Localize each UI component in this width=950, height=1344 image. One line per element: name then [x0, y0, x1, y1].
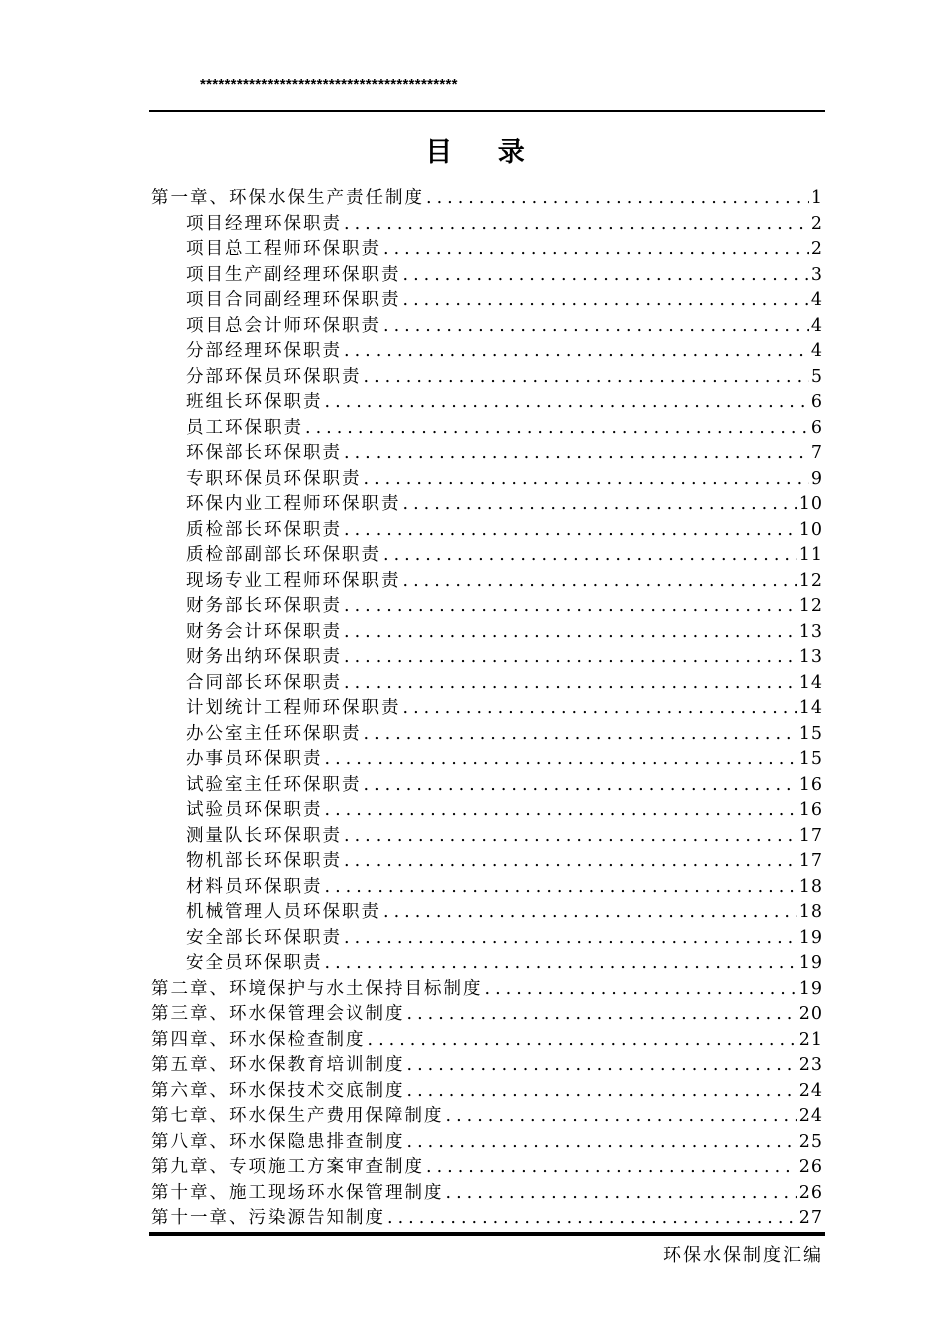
toc-dot-leader — [407, 1130, 797, 1156]
toc-entry-page: 19 — [798, 953, 823, 973]
toc-entry-title: 第三章、环水保管理会议制度 — [151, 1004, 405, 1024]
toc-entry-page: 13 — [798, 621, 823, 642]
toc-entry-page: 21 — [798, 1029, 823, 1050]
toc-entry-page: 5 — [810, 366, 823, 387]
toc-entry-page: 16 — [798, 774, 823, 795]
toc-dot-leader — [407, 1053, 797, 1079]
toc-entry-page: 14 — [798, 672, 823, 693]
toc-entry[interactable] — [151, 416, 823, 442]
toc-dot-leader — [387, 1206, 797, 1232]
toc-dot-leader — [344, 926, 797, 952]
toc-entry-page: 3 — [810, 264, 823, 285]
toc-entry-page: 24 — [798, 1080, 823, 1101]
toc-entry[interactable] — [151, 849, 823, 875]
toc-entry-page: 1 — [810, 188, 823, 208]
toc-entry-title: 项目总工程师环保职责 — [186, 239, 381, 259]
toc-entry-title: 安全部长环保职责 — [186, 927, 342, 948]
toc-dot-leader — [305, 416, 809, 442]
toc-dot-leader — [344, 518, 797, 544]
toc-entry[interactable] — [151, 237, 823, 263]
toc-entry-title: 第九章、专项施工方案审查制度 — [151, 1157, 424, 1177]
toc-entry[interactable] — [151, 798, 823, 824]
toc-entry-page: 4 — [810, 290, 823, 310]
toc-entry-page: 15 — [798, 723, 823, 744]
toc-entry[interactable] — [151, 441, 823, 467]
header-stars: ****************************************** — [200, 76, 458, 93]
toc-entry-title: 计划统计工程师环保职责 — [186, 698, 401, 718]
toc-entry-title: 第十章、施工现场环水保管理制度 — [151, 1182, 444, 1203]
toc-entry-title: 项目生产副经理环保职责 — [186, 264, 401, 285]
toc-entry-title: 第七章、环水保生产费用保障制度 — [151, 1106, 444, 1126]
toc-dot-leader — [407, 1002, 797, 1028]
toc-entry-page: 20 — [798, 1004, 823, 1024]
toc-entry-page: 12 — [798, 570, 823, 591]
toc-entry[interactable] — [151, 365, 823, 391]
toc-dot-leader — [364, 365, 809, 391]
toc-entry-page: 9 — [810, 468, 823, 489]
toc-entry-title: 财务出纳环保职责 — [186, 647, 342, 667]
toc-entry-title: 项目经理环保职责 — [186, 213, 342, 234]
toc-entry-title: 第四章、环水保检查制度 — [151, 1029, 366, 1050]
toc-entry-title: 安全员环保职责 — [186, 953, 323, 973]
toc-dot-leader — [368, 1028, 797, 1054]
toc-entry[interactable] — [151, 696, 823, 722]
toc-entry-title: 项目总会计师环保职责 — [186, 315, 381, 336]
toc-entry[interactable] — [151, 518, 823, 544]
toc-entry[interactable] — [151, 1079, 823, 1105]
toc-entry[interactable] — [151, 186, 823, 212]
toc-entry[interactable] — [151, 288, 823, 314]
toc-dot-leader — [325, 951, 797, 977]
toc-entry-title: 分部环保员环保职责 — [186, 366, 362, 387]
table-of-contents — [151, 186, 823, 1232]
toc-dot-leader — [446, 1181, 797, 1207]
toc-entry[interactable] — [151, 1002, 823, 1028]
toc-dot-leader — [344, 594, 797, 620]
toc-entry-title: 办事员环保职责 — [186, 749, 323, 769]
toc-dot-leader — [344, 849, 797, 875]
toc-entry-title: 第二章、环境保护与水土保持目标制度 — [151, 978, 483, 999]
toc-entry-title: 机械管理人员环保职责 — [186, 902, 381, 922]
toc-entry-page: 7 — [810, 443, 823, 463]
toc-entry[interactable] — [151, 390, 823, 416]
toc-entry[interactable] — [151, 1155, 823, 1181]
toc-entry-page: 13 — [798, 647, 823, 667]
footer-rule — [149, 1232, 825, 1236]
toc-entry[interactable] — [151, 671, 823, 697]
toc-entry[interactable] — [151, 1028, 823, 1054]
toc-entry[interactable] — [151, 492, 823, 518]
toc-entry-title: 专职环保员环保职责 — [186, 468, 362, 489]
toc-dot-leader — [344, 620, 797, 646]
toc-entry-page: 11 — [798, 545, 823, 565]
toc-entry-title: 第一章、环保水保生产责任制度 — [151, 188, 424, 208]
toc-entry-title: 环保内业工程师环保职责 — [186, 494, 401, 514]
toc-entry-page: 26 — [798, 1182, 823, 1203]
toc-entry[interactable] — [151, 212, 823, 238]
toc-entry-page: 2 — [810, 239, 823, 259]
toc-dot-leader — [344, 339, 809, 365]
toc-dot-leader — [426, 1155, 797, 1181]
toc-entry-title: 分部经理环保职责 — [186, 341, 342, 361]
toc-entry[interactable] — [151, 977, 823, 1003]
toc-dot-leader — [364, 773, 797, 799]
toc-dot-leader — [446, 1104, 797, 1130]
toc-entry[interactable] — [151, 620, 823, 646]
toc-dot-leader — [383, 237, 809, 263]
toc-entry-title: 财务部长环保职责 — [186, 596, 342, 616]
toc-entry-page: 19 — [798, 927, 823, 948]
toc-dot-leader — [485, 977, 797, 1003]
toc-entry[interactable] — [151, 1181, 823, 1207]
toc-entry-page: 18 — [798, 876, 823, 897]
toc-dot-leader — [364, 722, 797, 748]
toc-entry-title: 试验员环保职责 — [186, 800, 323, 820]
toc-entry[interactable] — [151, 1130, 823, 1156]
toc-dot-leader — [403, 696, 797, 722]
toc-entry[interactable] — [151, 314, 823, 340]
toc-entry-page: 6 — [810, 417, 823, 438]
toc-entry-page: 10 — [798, 519, 823, 540]
toc-entry[interactable] — [151, 339, 823, 365]
toc-dot-leader — [344, 671, 797, 697]
toc-entry-page: 16 — [798, 800, 823, 820]
toc-entry-page: 18 — [798, 902, 823, 922]
toc-dot-leader — [325, 747, 797, 773]
toc-entry[interactable] — [151, 263, 823, 289]
toc-dot-leader — [403, 263, 809, 289]
toc-entry[interactable] — [151, 926, 823, 952]
toc-dot-leader — [426, 186, 809, 212]
toc-entry-title: 质检部长环保职责 — [186, 519, 342, 540]
toc-entry-page: 6 — [810, 392, 823, 412]
toc-dot-leader — [403, 492, 797, 518]
toc-entry-title: 环保部长环保职责 — [186, 443, 342, 463]
toc-entry[interactable] — [151, 1053, 823, 1079]
footer-title: 环保水保制度汇编 — [663, 1245, 823, 1266]
toc-entry[interactable] — [151, 875, 823, 901]
toc-entry-title: 材料员环保职责 — [186, 876, 323, 897]
toc-entry-title: 第五章、环水保教育培训制度 — [151, 1055, 405, 1075]
toc-entry[interactable] — [151, 951, 823, 977]
toc-dot-leader — [403, 288, 809, 314]
toc-entry[interactable] — [151, 900, 823, 926]
toc-entry-page: 26 — [798, 1157, 823, 1177]
toc-entry-title: 员工环保职责 — [186, 417, 303, 438]
toc-entry[interactable] — [151, 824, 823, 850]
toc-entry[interactable] — [151, 1104, 823, 1130]
toc-dot-leader — [383, 900, 797, 926]
toc-dot-leader — [344, 645, 797, 671]
toc-entry[interactable] — [151, 773, 823, 799]
page-title: 目 录 — [425, 137, 543, 168]
toc-entry-page: 25 — [798, 1131, 823, 1152]
toc-entry-page: 27 — [798, 1208, 823, 1228]
toc-entry[interactable] — [151, 722, 823, 748]
toc-entry-page: 15 — [798, 749, 823, 769]
toc-entry-page: 14 — [798, 698, 823, 718]
toc-entry-title: 第六章、环水保技术交底制度 — [151, 1080, 405, 1101]
toc-entry[interactable] — [151, 467, 823, 493]
header-rule — [149, 110, 825, 112]
toc-entry[interactable] — [151, 1206, 823, 1232]
toc-entry-page: 17 — [798, 825, 823, 846]
toc-entry-page: 4 — [810, 315, 823, 336]
toc-dot-leader — [325, 390, 809, 416]
toc-entry-title: 财务会计环保职责 — [186, 621, 342, 642]
toc-entry-title: 现场专业工程师环保职责 — [186, 570, 401, 591]
toc-dot-leader — [407, 1079, 797, 1105]
toc-dot-leader — [325, 798, 797, 824]
toc-entry[interactable] — [151, 569, 823, 595]
toc-entry-title: 第八章、环水保隐患排查制度 — [151, 1131, 405, 1152]
toc-entry-title: 质检部副部长环保职责 — [186, 545, 381, 565]
toc-dot-leader — [344, 441, 809, 467]
toc-dot-leader — [325, 875, 797, 901]
toc-entry-page: 24 — [798, 1106, 823, 1126]
toc-entry-title: 办公室主任环保职责 — [186, 723, 362, 744]
toc-entry-title: 项目合同副经理环保职责 — [186, 290, 401, 310]
toc-entry[interactable] — [151, 747, 823, 773]
toc-entry-page: 10 — [798, 494, 823, 514]
toc-entry-title: 合同部长环保职责 — [186, 672, 342, 693]
toc-entry-page: 17 — [798, 851, 823, 871]
toc-dot-leader — [344, 824, 797, 850]
toc-entry-title: 物机部长环保职责 — [186, 851, 342, 871]
toc-entry-page: 19 — [798, 978, 823, 999]
toc-dot-leader — [383, 543, 797, 569]
toc-entry-page: 23 — [798, 1055, 823, 1075]
toc-dot-leader — [364, 467, 809, 493]
toc-entry-page: 4 — [810, 341, 823, 361]
toc-entry[interactable] — [151, 543, 823, 569]
toc-entry[interactable] — [151, 594, 823, 620]
toc-entry-title: 第十一章、污染源告知制度 — [151, 1208, 385, 1228]
toc-dot-leader — [383, 314, 809, 340]
toc-entry-page: 12 — [798, 596, 823, 616]
toc-dot-leader — [403, 569, 797, 595]
toc-entry-title: 试验室主任环保职责 — [186, 774, 362, 795]
toc-entry[interactable] — [151, 645, 823, 671]
toc-dot-leader — [344, 212, 809, 238]
toc-entry-title: 班组长环保职责 — [186, 392, 323, 412]
toc-entry-page: 2 — [810, 213, 823, 234]
toc-entry-title: 测量队长环保职责 — [186, 825, 342, 846]
